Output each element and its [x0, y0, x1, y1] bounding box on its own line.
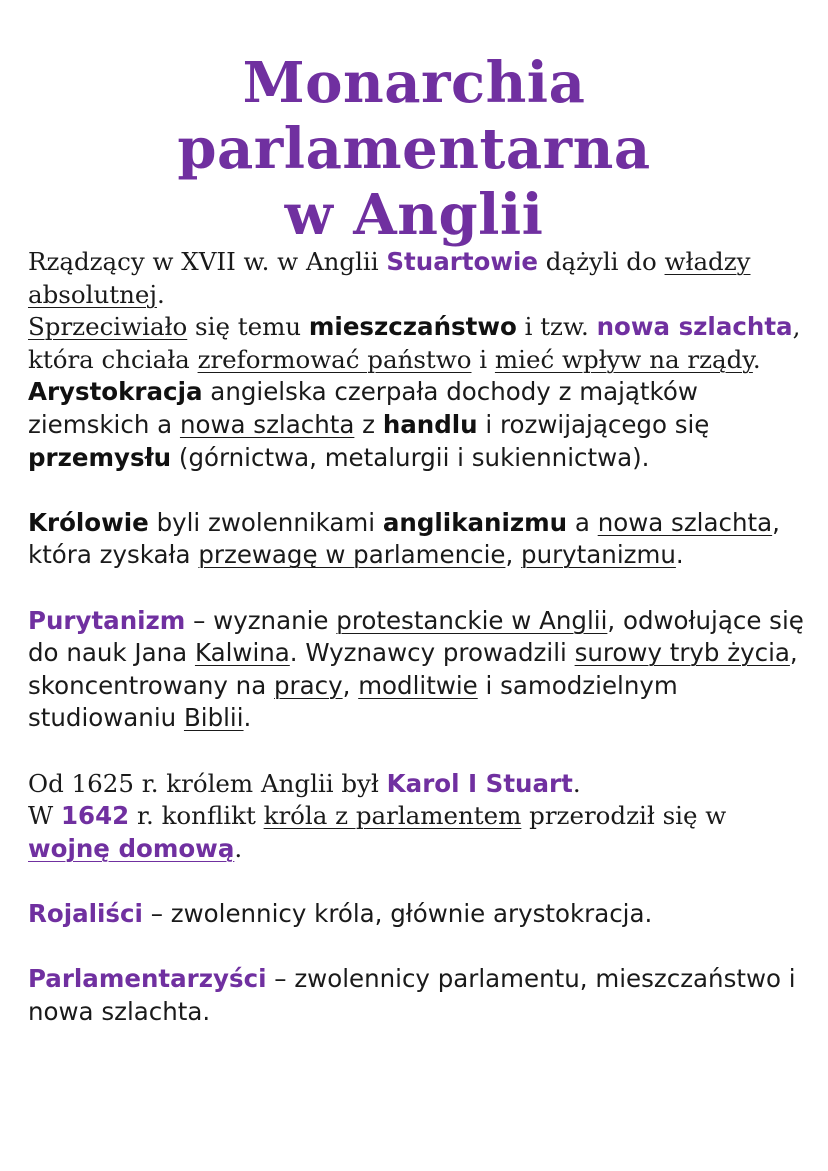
- paragraph-puritanism: [28, 605, 808, 735]
- text: .: [675, 540, 684, 570]
- page-title: [0, 50, 828, 248]
- underlined-phrase: mieć wpływ na rządy: [494, 344, 753, 374]
- text: . Wyznawcy prowadzili: [289, 638, 575, 668]
- text: się temu: [187, 312, 309, 342]
- underlined-phrase: modlitwie: [358, 670, 478, 700]
- text: .: [752, 344, 761, 374]
- highlight-term: Stuartowie: [386, 247, 539, 276]
- page-title-line-2: w Anglii: [284, 182, 544, 248]
- highlight-term: wojnę domową: [28, 833, 235, 863]
- underlined-phrase: pracy: [274, 670, 343, 700]
- text: – zwolennicy króla, głównie arystokracja.: [142, 898, 653, 928]
- highlight-term: Karol I Stuart: [386, 768, 573, 798]
- text: ,: [505, 540, 522, 570]
- bold-term: Arystokracja: [28, 377, 203, 407]
- underlined-phrase: nowa szlachta: [597, 507, 773, 537]
- paragraph-parliamentarians: [28, 963, 808, 1028]
- highlight-term: Rojaliści: [28, 898, 143, 928]
- highlight-term: 1642: [60, 801, 130, 831]
- underlined-phrase: purytanizmu: [521, 540, 676, 570]
- paragraph-kings: [28, 507, 808, 572]
- text: , która chciała: [28, 312, 801, 374]
- text: i tzw.: [516, 312, 597, 342]
- highlight-term: Parlamentarzyści: [28, 964, 267, 994]
- text: z: [354, 409, 383, 439]
- underlined-phrase: Sprzeciwiało: [28, 312, 188, 342]
- text: angielska czerpała dochody z majątków ziemskich a: [28, 377, 698, 439]
- paragraph-civil-war: [28, 768, 808, 866]
- bold-term: handlu: [382, 409, 478, 439]
- underlined-phrase: króla z parlamentem: [263, 801, 522, 831]
- underlined-phrase: surowy tryb życia: [574, 638, 790, 668]
- text: i samodzielnym studiowaniu: [28, 670, 678, 733]
- underlined-phrase: władzy absolutnej: [28, 247, 751, 309]
- paragraph-stuarts: [28, 246, 808, 474]
- text: byli zwolennikami: [148, 507, 383, 537]
- text: .: [234, 833, 243, 863]
- highlight-term: nowa szlachta: [596, 312, 793, 342]
- text: Od 1625 r. królem Anglii był: [28, 768, 387, 798]
- text: W: [28, 801, 61, 831]
- highlight-term: Purytanizm: [28, 605, 186, 635]
- text: Rządzący w XVII w. w Anglii: [28, 247, 387, 276]
- text: .: [243, 703, 252, 733]
- bold-term: mieszczaństwo: [308, 312, 517, 342]
- text: przerodził się w: [521, 801, 727, 831]
- bold-term: anglikanizmu: [382, 507, 568, 537]
- paragraph-royalists: [28, 898, 808, 931]
- text: a: [567, 507, 598, 537]
- text: .: [156, 279, 165, 309]
- bold-term: Królowie: [28, 507, 149, 537]
- underlined-phrase: nowa szlachta: [179, 409, 355, 439]
- text: , skoncentrowany na: [28, 638, 798, 700]
- text: i rozwijającego się: [477, 409, 710, 439]
- text: i: [471, 344, 495, 374]
- page-title-line-1: Monarchia parlamentarna: [177, 50, 651, 182]
- underlined-phrase: Kalwina: [194, 638, 290, 668]
- underlined-phrase: protestanckie w Anglii: [336, 605, 608, 635]
- text: – wyznanie: [185, 605, 337, 635]
- text: dążyli do: [538, 247, 665, 276]
- text: ,: [342, 670, 359, 700]
- text: , która zyskała: [28, 507, 780, 570]
- text: – zwolennicy parlamentu, mieszczaństwo i nowa szlachta.: [28, 964, 796, 1026]
- text: , odwołujące się do nauk Jana: [28, 605, 804, 668]
- document-body: [28, 246, 808, 1028]
- underlined-phrase: Biblii: [183, 703, 244, 733]
- bold-term: przemysłu: [28, 442, 172, 472]
- text: (górnictwa, metalurgii i sukiennictwa).: [171, 442, 650, 472]
- text: .: [572, 768, 581, 798]
- text: r. konflikt: [129, 801, 264, 831]
- underlined-phrase: zreformować państwo: [197, 344, 472, 374]
- underlined-phrase: przewagę w parlamencie: [198, 540, 506, 570]
